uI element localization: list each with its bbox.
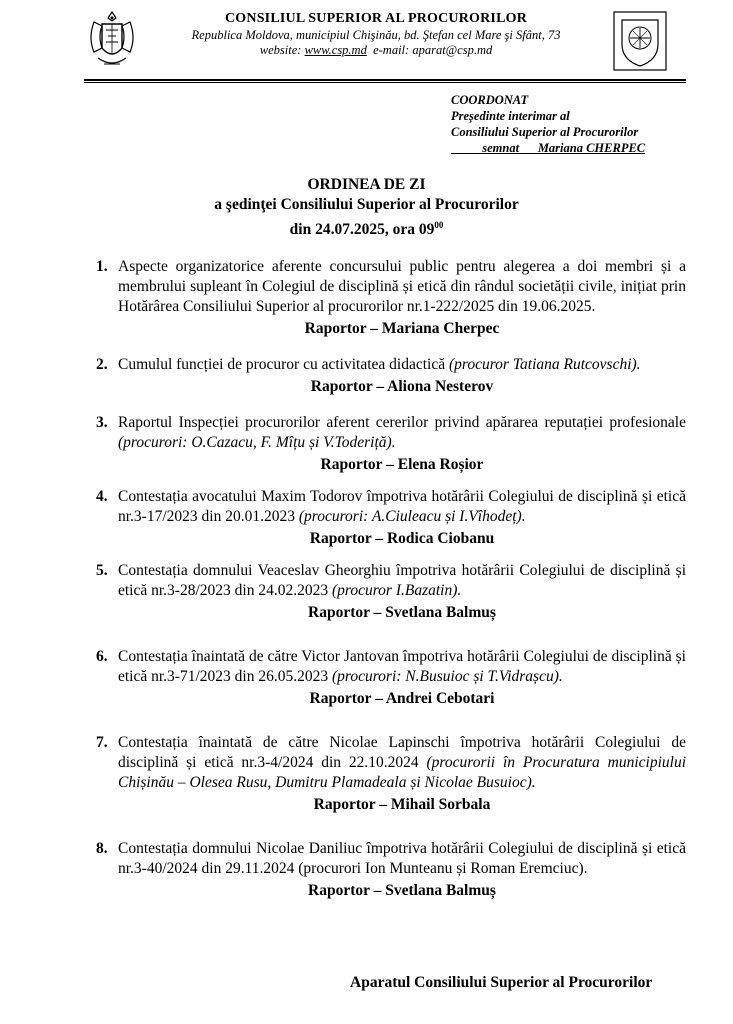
agenda-item-row: [96, 733, 686, 793]
agenda-item-text: [118, 733, 686, 793]
signed-label: semnat: [482, 141, 520, 155]
agenda-item-description: Aspecte organizatorice aferente concursului public pentru alegerea a doi membri și a membrului supleant în Colegiul de disciplină și etică din rândul societății civile, inițiat prin Hotărârea Consiliului Superior al procurorilor nr.1-222/2025 din 19.06.2025.: [118, 258, 686, 315]
csp-emblem-icon: [612, 10, 668, 72]
agenda-item-reporter: Raportor – Mihail Sorbala: [313, 796, 491, 813]
agenda-item-description: Contestația domnului Nicolae Daniliuc împotriva hotărârii Colegiului de disciplină și etică nr.3-40/2024 din 29.11.2024 (procurori Ion Munteanu și Roman Eremciuc).: [118, 840, 686, 877]
agenda-list: [96, 257, 686, 901]
title-time-minutes: 00: [434, 220, 444, 230]
agenda-item: [96, 733, 686, 815]
agenda-item-row: [96, 355, 686, 375]
agenda-item-number: 8.: [96, 840, 108, 857]
agenda-item-description: Contestația înaintată de către Victor Jantovan împotriva hotărârii Colegiului de disciplină și etică nr.3-71/2023 din 26.05.2023: [118, 648, 686, 685]
agenda-item-number: 7.: [96, 734, 108, 751]
agenda-item-number: 1.: [96, 258, 108, 275]
agenda-item: [96, 355, 686, 397]
document-title: [0, 175, 733, 240]
agenda-item-number: 5.: [96, 562, 108, 579]
signer-name: Mariana CHERPEC: [537, 141, 646, 155]
title-date-text: din 24.07.2025, ora 09: [289, 221, 435, 239]
agenda-item-reporter: Raportor – Mariana Cherpec: [304, 320, 500, 337]
agenda-item-reporter: Raportor – Svetlana Balmuș: [308, 882, 496, 899]
agenda-item-reporter: Raportor – Elena Roșior: [320, 456, 484, 473]
website-link[interactable]: www.csp.md: [304, 43, 367, 57]
approval-block: [451, 92, 731, 156]
agenda-item-row: [96, 257, 686, 317]
agenda-item-reporter: Raportor – Andrei Cebotari: [309, 690, 495, 707]
agenda-item: [96, 839, 686, 901]
title-main: ORDINEA DE ZI: [307, 176, 426, 193]
email-address[interactable]: aparat@csp.md: [412, 43, 493, 57]
approval-heading: COORDONAT: [451, 93, 529, 107]
agenda-item-description: Contestația domnului Veaceslav Gheorghiu împotriva hotărârii Colegiului de disciplină și etică nr.3-28/2023 din 24.02.2023: [118, 562, 686, 599]
agenda-item-text: [118, 647, 686, 687]
agenda-item-number: 4.: [96, 488, 108, 505]
agenda-item-number: 3.: [96, 414, 108, 431]
website-label: website:: [259, 43, 302, 57]
header-divider-thin: [84, 82, 686, 83]
agenda-item-prosecutors: (procuror Tatiana Rutcovschi).: [448, 356, 641, 373]
footer-signature: Aparatul Consiliului Superior al Procurorilor: [350, 974, 653, 991]
header-divider: [84, 79, 686, 81]
agenda-item-reporter: Raportor – Rodica Ciobanu: [309, 530, 495, 547]
title-date: [0, 215, 733, 240]
agenda-item-text: [118, 561, 686, 601]
agenda-item: [96, 561, 686, 623]
title-session: a şedinţei Consiliului Superior al Procurorilor: [214, 196, 519, 213]
agenda-item: [96, 257, 686, 339]
agenda-item-description: Cumulul funcției de procuror cu activitatea didactică: [118, 356, 449, 373]
approval-institution: Consiliului Superior al Procurorilor: [451, 125, 639, 139]
organization-name: CONSILIUL SUPERIOR AL PROCURORILOR: [224, 11, 528, 26]
agenda-item-number: 6.: [96, 648, 108, 665]
agenda-item-prosecutors: (procurorii în Procuratura municipiului Chișinău – Olesea Rusu, Dumitru Plamadeala și Nicolae Busuioc).: [118, 754, 686, 791]
agenda-item-number: 2.: [96, 356, 108, 373]
agenda-item-prosecutors: (procuror I.Bazatin).: [331, 582, 462, 599]
organization-address: Republica Moldova, municipiul Chişinău, bd. Ştefan cel Mare şi Sfânt, 73: [191, 28, 561, 42]
email-label: e-mail:: [373, 43, 410, 57]
agenda-item-text: [118, 839, 686, 879]
agenda-item-reporter: Raportor – Svetlana Balmuș: [308, 604, 496, 621]
letterhead: [0, 0, 733, 80]
agenda-item: [96, 413, 686, 475]
agenda-item-row: [96, 561, 686, 601]
approval-signature: [451, 140, 731, 156]
organization-info: [140, 10, 612, 58]
agenda-item-prosecutors: (procurori: O.Cazacu, F. Mîțu și V.Toderiță).: [118, 434, 396, 451]
agenda-item-description: Contestația înaintată de către Nicolae Lapinschi împotriva hotărârii Colegiului de disciplină și etică nr.3-4/2024 din 22.10.2024: [118, 734, 686, 771]
approval-role: Președinte interimar al: [451, 109, 570, 123]
agenda-item: [96, 487, 686, 549]
organization-contact: [140, 43, 612, 58]
agenda-item-row: [96, 839, 686, 879]
agenda-item-row: [96, 647, 686, 687]
agenda-item-prosecutors: (procurori: N.Busuioc și T.Vidrașcu).: [331, 668, 563, 685]
agenda-item-reporter: Raportor – Aliona Nesterov: [310, 378, 494, 395]
agenda-item-text: [118, 487, 686, 527]
agenda-item: [96, 647, 686, 709]
agenda-item-description: Raportul Inspecției procurorilor aferent cererilor privind apărarea reputației profesionale: [118, 414, 686, 431]
agenda-item-row: [96, 487, 686, 527]
agenda-item-text: [118, 257, 686, 317]
agenda-item-prosecutors: (procurori: A.Ciuleacu și I.Vîhodeț).: [298, 508, 526, 525]
agenda-item-text: [118, 413, 686, 453]
agenda-item-text: [118, 355, 686, 375]
moldova-coat-of-arms-icon: [84, 8, 140, 74]
agenda-item-row: [96, 413, 686, 453]
agenda-item-description: Contestația avocatului Maxim Todorov împotriva hotărârii Colegiului de disciplină și etică nr.3-17/2023 din 20.01.2023: [118, 488, 686, 525]
